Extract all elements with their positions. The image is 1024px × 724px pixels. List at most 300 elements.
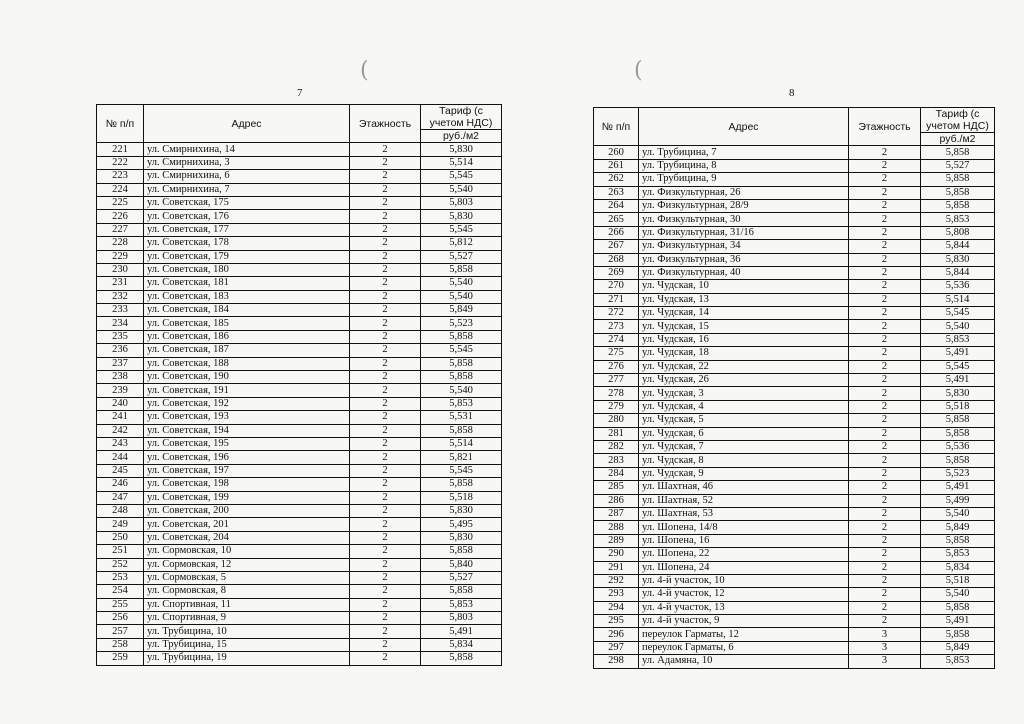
row-number: 250 — [97, 531, 144, 544]
row-floors: 2 — [849, 615, 921, 628]
table-row — [594, 293, 995, 306]
row-address: ул. Сормовская, 12 — [144, 558, 350, 571]
row-tariff: 5,858 — [421, 424, 502, 437]
row-address: ул. Чудская, 22 — [639, 360, 849, 373]
row-address: ул. Чудская, 13 — [639, 293, 849, 306]
table-row — [97, 156, 502, 169]
row-floors: 2 — [350, 357, 421, 370]
row-number: 296 — [594, 628, 639, 641]
row-address: ул. Советская, 184 — [144, 304, 350, 317]
table-row — [97, 250, 502, 263]
row-tariff: 5,523 — [921, 467, 995, 480]
table-row — [594, 494, 995, 507]
table-row — [594, 574, 995, 587]
row-address: ул. Советская, 175 — [144, 196, 350, 209]
row-floors: 2 — [350, 223, 421, 236]
row-number: 277 — [594, 374, 639, 387]
row-number: 284 — [594, 467, 639, 480]
row-floors: 2 — [350, 638, 421, 651]
row-number: 272 — [594, 307, 639, 320]
row-floors: 2 — [350, 585, 421, 598]
row-number: 222 — [97, 156, 144, 169]
table-row — [97, 357, 502, 370]
row-address: ул. Чудская, 14 — [639, 307, 849, 320]
table-row — [594, 507, 995, 520]
row-tariff: 5,844 — [921, 266, 995, 279]
row-number: 292 — [594, 574, 639, 587]
row-floors: 2 — [350, 170, 421, 183]
table-row — [594, 481, 995, 494]
row-address: ул. Шопена, 24 — [639, 561, 849, 574]
row-floors: 2 — [350, 210, 421, 223]
row-address: ул. Смирнихина, 3 — [144, 156, 350, 169]
row-floors: 2 — [350, 344, 421, 357]
table-row — [594, 454, 995, 467]
table-row — [594, 414, 995, 427]
table-row — [594, 427, 995, 440]
header-num: № п/п — [97, 105, 144, 143]
row-address: ул. Чудская, 10 — [639, 280, 849, 293]
row-floors: 2 — [350, 558, 421, 571]
table-row — [594, 655, 995, 668]
row-tariff: 5,853 — [921, 548, 995, 561]
row-number: 267 — [594, 240, 639, 253]
table-row — [594, 615, 995, 628]
table-row — [97, 491, 502, 504]
row-number: 278 — [594, 387, 639, 400]
row-tariff: 5,545 — [421, 464, 502, 477]
row-tariff: 5,858 — [921, 173, 995, 186]
row-number: 259 — [97, 652, 144, 665]
row-number: 293 — [594, 588, 639, 601]
row-tariff: 5,531 — [421, 411, 502, 424]
row-number: 234 — [97, 317, 144, 330]
row-address: ул. Чудская, 9 — [639, 467, 849, 480]
table-row — [97, 437, 502, 450]
row-floors: 2 — [849, 548, 921, 561]
row-number: 294 — [594, 601, 639, 614]
row-tariff: 5,853 — [421, 397, 502, 410]
row-address: ул. Чудская, 15 — [639, 320, 849, 333]
row-floors: 2 — [350, 531, 421, 544]
row-address: ул. Шахтная, 52 — [639, 494, 849, 507]
row-tariff: 5,858 — [921, 601, 995, 614]
table-row — [594, 186, 995, 199]
row-address: ул. Советская, 177 — [144, 223, 350, 236]
row-tariff: 5,545 — [421, 223, 502, 236]
row-floors: 2 — [849, 427, 921, 440]
row-floors: 2 — [849, 146, 921, 159]
row-address: ул. Советская, 194 — [144, 424, 350, 437]
row-address: ул. Советская, 187 — [144, 344, 350, 357]
row-floors: 2 — [350, 397, 421, 410]
row-tariff: 5,514 — [421, 156, 502, 169]
row-address: ул. Советская, 179 — [144, 250, 350, 263]
row-number: 265 — [594, 213, 639, 226]
row-floors: 2 — [350, 464, 421, 477]
row-tariff: 5,514 — [921, 293, 995, 306]
row-number: 283 — [594, 454, 639, 467]
table-row — [97, 545, 502, 558]
row-floors: 2 — [849, 320, 921, 333]
row-number: 248 — [97, 504, 144, 517]
row-address: ул. Чудская, 8 — [639, 454, 849, 467]
row-number: 285 — [594, 481, 639, 494]
row-tariff: 5,514 — [421, 437, 502, 450]
header-address: Адрес — [639, 108, 849, 146]
table-row — [97, 344, 502, 357]
table-row — [594, 467, 995, 480]
row-floors: 2 — [849, 159, 921, 172]
table-row — [97, 397, 502, 410]
row-floors: 2 — [350, 156, 421, 169]
header-unit: руб./м2 — [921, 133, 995, 146]
row-floors: 2 — [350, 263, 421, 276]
row-tariff: 5,849 — [421, 304, 502, 317]
row-tariff: 5,830 — [921, 253, 995, 266]
row-tariff: 5,830 — [921, 387, 995, 400]
row-tariff: 5,803 — [421, 196, 502, 209]
row-floors: 2 — [350, 625, 421, 638]
row-tariff: 5,853 — [921, 213, 995, 226]
table-row — [97, 277, 502, 290]
header-tariff-text: Тариф (с учетом НДС) — [926, 108, 989, 132]
row-address: ул. Советская, 186 — [144, 330, 350, 343]
row-address: ул. Сормовская, 10 — [144, 545, 350, 558]
row-floors: 2 — [350, 652, 421, 665]
table-row — [97, 317, 502, 330]
row-tariff: 5,523 — [421, 317, 502, 330]
row-tariff: 5,812 — [421, 237, 502, 250]
row-address: ул. Советская, 204 — [144, 531, 350, 544]
row-number: 230 — [97, 263, 144, 276]
row-number: 226 — [97, 210, 144, 223]
row-tariff: 5,518 — [421, 491, 502, 504]
row-number: 269 — [594, 266, 639, 279]
row-tariff: 5,527 — [921, 159, 995, 172]
table-row — [594, 641, 995, 654]
row-floors: 2 — [849, 293, 921, 306]
row-address: ул. Физкультурная, 28/9 — [639, 199, 849, 212]
row-floors: 2 — [350, 183, 421, 196]
row-address: ул. Физкультурная, 30 — [639, 213, 849, 226]
row-floors: 2 — [350, 545, 421, 558]
row-floors: 2 — [350, 598, 421, 611]
row-tariff: 5,491 — [921, 374, 995, 387]
row-address: ул. Советская, 190 — [144, 371, 350, 384]
row-address: переулок Гарматы, 6 — [639, 641, 849, 654]
table-row — [97, 638, 502, 651]
row-tariff: 5,491 — [921, 347, 995, 360]
row-address: ул. Советская, 176 — [144, 210, 350, 223]
row-floors: 2 — [350, 437, 421, 450]
table-row — [97, 223, 502, 236]
table-row — [97, 384, 502, 397]
header-tariff-text: Тариф (с учетом НДС) — [429, 105, 493, 129]
row-address: ул. Смирнихина, 6 — [144, 170, 350, 183]
row-floors: 2 — [350, 277, 421, 290]
table-row — [97, 585, 502, 598]
row-number: 261 — [594, 159, 639, 172]
row-number: 257 — [97, 625, 144, 638]
row-floors: 2 — [350, 196, 421, 209]
row-address: ул. Советская, 183 — [144, 290, 350, 303]
page-number-right: 8 — [789, 87, 795, 99]
row-address: ул. Советская, 181 — [144, 277, 350, 290]
row-number: 271 — [594, 293, 639, 306]
row-floors: 2 — [849, 387, 921, 400]
row-tariff: 5,491 — [921, 481, 995, 494]
row-address: ул. Советская, 197 — [144, 464, 350, 477]
row-floors: 2 — [849, 454, 921, 467]
table-row — [97, 625, 502, 638]
row-address: ул. Чудская, 16 — [639, 333, 849, 346]
row-address: ул. Трубицина, 8 — [639, 159, 849, 172]
table-row — [594, 534, 995, 547]
row-address: ул. Советская, 191 — [144, 384, 350, 397]
row-address: ул. Физкультурная, 34 — [639, 240, 849, 253]
row-number: 223 — [97, 170, 144, 183]
row-address: ул. Физкультурная, 40 — [639, 266, 849, 279]
row-floors: 2 — [849, 414, 921, 427]
row-floors: 2 — [350, 478, 421, 491]
row-address: ул. Советская, 192 — [144, 397, 350, 410]
row-number: 221 — [97, 143, 144, 156]
row-number: 244 — [97, 451, 144, 464]
row-number: 297 — [594, 641, 639, 654]
row-address: ул. Трубицина, 7 — [639, 146, 849, 159]
row-floors: 2 — [350, 317, 421, 330]
table-row — [97, 143, 502, 156]
header-unit: руб./м2 — [421, 130, 502, 143]
row-number: 276 — [594, 360, 639, 373]
row-tariff: 5,858 — [421, 357, 502, 370]
row-tariff: 5,858 — [421, 263, 502, 276]
row-number: 270 — [594, 280, 639, 293]
row-number: 239 — [97, 384, 144, 397]
row-floors: 2 — [849, 333, 921, 346]
row-tariff: 5,849 — [921, 521, 995, 534]
header-tariff — [421, 105, 502, 130]
row-address: ул. Шахтная, 46 — [639, 481, 849, 494]
row-tariff: 5,858 — [921, 414, 995, 427]
row-floors: 2 — [350, 237, 421, 250]
row-address: ул. Физкультурная, 36 — [639, 253, 849, 266]
row-tariff: 5,853 — [921, 333, 995, 346]
table-row — [594, 226, 995, 239]
row-floors: 2 — [849, 186, 921, 199]
row-tariff: 5,491 — [421, 625, 502, 638]
row-floors: 2 — [849, 347, 921, 360]
row-number: 274 — [594, 333, 639, 346]
row-number: 295 — [594, 615, 639, 628]
row-address: ул. Советская, 185 — [144, 317, 350, 330]
row-tariff: 5,491 — [921, 615, 995, 628]
row-address: ул. Чудская, 3 — [639, 387, 849, 400]
row-number: 279 — [594, 400, 639, 413]
row-floors: 2 — [849, 173, 921, 186]
row-tariff: 5,540 — [921, 588, 995, 601]
header-floors: Этажность — [350, 105, 421, 143]
row-tariff: 5,545 — [421, 344, 502, 357]
row-address: ул. Спортивная, 11 — [144, 598, 350, 611]
row-number: 238 — [97, 371, 144, 384]
table-row — [594, 601, 995, 614]
row-tariff: 5,858 — [421, 545, 502, 558]
row-number: 245 — [97, 464, 144, 477]
row-tariff: 5,540 — [921, 507, 995, 520]
row-number: 282 — [594, 440, 639, 453]
row-address: ул. Советская, 195 — [144, 437, 350, 450]
row-floors: 2 — [849, 481, 921, 494]
row-address: переулок Гарматы, 12 — [639, 628, 849, 641]
header-floors: Этажность — [849, 108, 921, 146]
table-row — [97, 183, 502, 196]
row-number: 266 — [594, 226, 639, 239]
header-address: Адрес — [144, 105, 350, 143]
row-tariff: 5,540 — [421, 183, 502, 196]
row-floors: 2 — [849, 307, 921, 320]
row-floors: 2 — [849, 534, 921, 547]
row-tariff: 5,858 — [921, 427, 995, 440]
row-number: 291 — [594, 561, 639, 574]
row-address: ул. Сормовская, 8 — [144, 585, 350, 598]
row-tariff: 5,518 — [921, 400, 995, 413]
row-address: ул. Советская, 178 — [144, 237, 350, 250]
row-tariff: 5,840 — [421, 558, 502, 571]
row-floors: 2 — [849, 253, 921, 266]
row-floors: 2 — [849, 226, 921, 239]
row-address: ул. Трубицина, 15 — [144, 638, 350, 651]
row-number: 233 — [97, 304, 144, 317]
row-tariff: 5,495 — [421, 518, 502, 531]
row-address: ул. Трубицина, 10 — [144, 625, 350, 638]
row-tariff: 5,540 — [921, 320, 995, 333]
table-row — [594, 387, 995, 400]
row-address: ул. Советская, 199 — [144, 491, 350, 504]
table-row — [97, 598, 502, 611]
table-row — [594, 199, 995, 212]
row-floors: 2 — [849, 240, 921, 253]
table-row — [97, 424, 502, 437]
row-address: ул. Чудская, 6 — [639, 427, 849, 440]
row-number: 252 — [97, 558, 144, 571]
row-tariff: 5,830 — [421, 504, 502, 517]
table-row — [97, 558, 502, 571]
row-number: 273 — [594, 320, 639, 333]
row-tariff: 5,830 — [421, 210, 502, 223]
row-address: ул. 4-й участок, 9 — [639, 615, 849, 628]
row-number: 298 — [594, 655, 639, 668]
row-number: 258 — [97, 638, 144, 651]
header-num: № п/п — [594, 108, 639, 146]
row-number: 241 — [97, 411, 144, 424]
table-body-left — [97, 143, 502, 665]
table-row — [594, 628, 995, 641]
row-tariff: 5,803 — [421, 612, 502, 625]
table-row — [594, 588, 995, 601]
row-tariff: 5,545 — [921, 307, 995, 320]
row-address: ул. Советская, 180 — [144, 263, 350, 276]
row-floors: 2 — [350, 250, 421, 263]
row-floors: 2 — [350, 504, 421, 517]
row-floors: 3 — [849, 655, 921, 668]
row-address: ул. 4-й участок, 12 — [639, 588, 849, 601]
row-number: 288 — [594, 521, 639, 534]
row-tariff: 5,527 — [421, 250, 502, 263]
row-tariff: 5,858 — [921, 628, 995, 641]
row-tariff: 5,858 — [921, 199, 995, 212]
table-row — [97, 263, 502, 276]
row-number: 236 — [97, 344, 144, 357]
row-address: ул. Сормовская, 5 — [144, 571, 350, 584]
row-floors: 2 — [849, 266, 921, 279]
table-row — [97, 210, 502, 223]
row-number: 275 — [594, 347, 639, 360]
table-row — [594, 173, 995, 186]
row-address: ул. Советская, 200 — [144, 504, 350, 517]
table-row — [594, 280, 995, 293]
row-floors: 2 — [350, 290, 421, 303]
scan-artifact-bracket-left: ( — [360, 58, 369, 83]
row-number: 260 — [594, 146, 639, 159]
header-tariff — [921, 108, 995, 133]
row-address: ул. Трубицина, 9 — [639, 173, 849, 186]
table-row — [97, 612, 502, 625]
row-floors: 3 — [849, 628, 921, 641]
row-address: ул. Советская, 188 — [144, 357, 350, 370]
row-address: ул. 4-й участок, 13 — [639, 601, 849, 614]
row-number: 268 — [594, 253, 639, 266]
row-floors: 3 — [849, 641, 921, 654]
row-number: 229 — [97, 250, 144, 263]
row-number: 227 — [97, 223, 144, 236]
table-row — [594, 374, 995, 387]
row-number: 263 — [594, 186, 639, 199]
row-floors: 2 — [350, 330, 421, 343]
row-tariff: 5,830 — [421, 143, 502, 156]
row-number: 232 — [97, 290, 144, 303]
row-number: 247 — [97, 491, 144, 504]
row-tariff: 5,853 — [421, 598, 502, 611]
row-address: ул. Советская, 193 — [144, 411, 350, 424]
row-tariff: 5,834 — [921, 561, 995, 574]
row-tariff: 5,821 — [421, 451, 502, 464]
table-row — [97, 518, 502, 531]
table-row — [97, 371, 502, 384]
row-tariff: 5,858 — [421, 371, 502, 384]
row-floors: 2 — [849, 280, 921, 293]
row-number: 224 — [97, 183, 144, 196]
row-number: 264 — [594, 199, 639, 212]
row-number: 255 — [97, 598, 144, 611]
row-tariff: 5,858 — [921, 186, 995, 199]
table-row — [97, 304, 502, 317]
row-tariff: 5,536 — [921, 440, 995, 453]
row-floors: 2 — [350, 424, 421, 437]
row-number: 237 — [97, 357, 144, 370]
row-tariff: 5,830 — [421, 531, 502, 544]
row-address: ул. Адамяна, 10 — [639, 655, 849, 668]
row-tariff: 5,858 — [421, 330, 502, 343]
row-number: 290 — [594, 548, 639, 561]
table-row — [594, 320, 995, 333]
table-row — [594, 307, 995, 320]
table-row — [97, 411, 502, 424]
table-row — [97, 451, 502, 464]
row-floors: 2 — [849, 213, 921, 226]
row-tariff: 5,858 — [921, 454, 995, 467]
